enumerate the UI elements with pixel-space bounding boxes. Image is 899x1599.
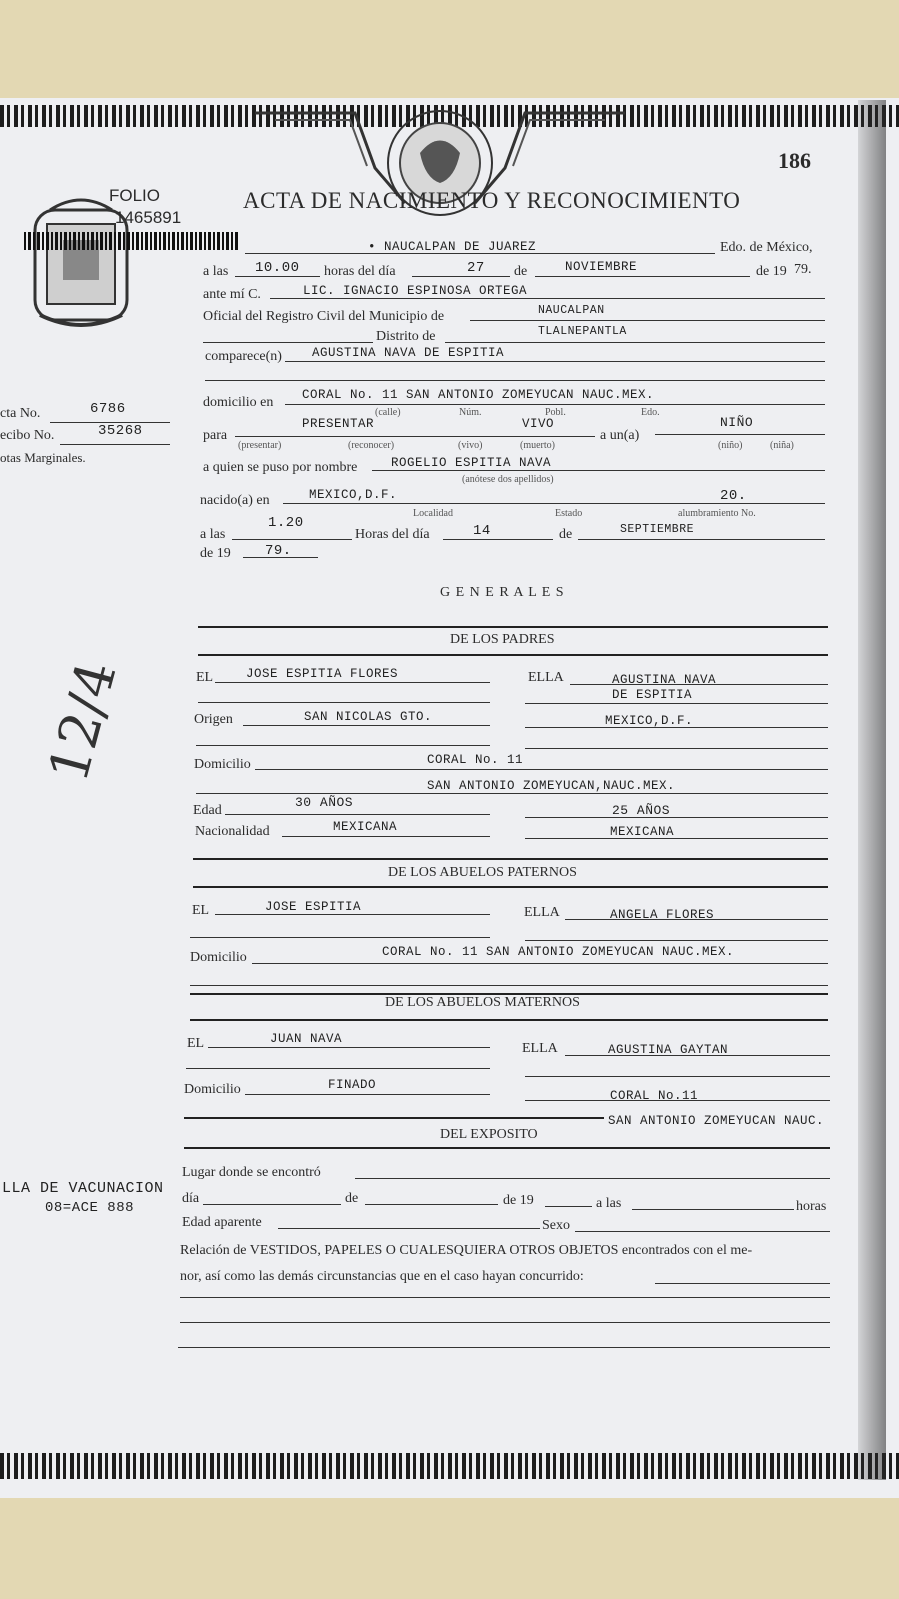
de19-label: de 19: [200, 546, 231, 561]
maternos-end-rule: [184, 1117, 604, 1119]
edad-madre: 25 AÑOS: [612, 803, 671, 818]
nacido-en: MEXICO,D.F.: [309, 488, 398, 502]
dia-nac-line: [443, 539, 553, 540]
nacionalidad-padre-line: [282, 836, 490, 837]
num-hint: Núm.: [459, 407, 482, 418]
hint-vivo: (vivo): [458, 440, 483, 451]
distrito-line-left: [203, 342, 373, 343]
abuela-paterna-ella-label: ELLA: [524, 905, 560, 920]
exposito-title: DEL EXPOSITO: [440, 1127, 538, 1142]
a-un-label: a un(a): [600, 428, 640, 443]
ante-label: ante mí C.: [203, 287, 261, 302]
vacunacion-label: LLA DE VACUNACION: [2, 1180, 164, 1197]
nacionalidad-madre-line: [525, 838, 828, 839]
vacunacion-value: 08=ACE 888: [45, 1200, 135, 1216]
sexo-label: Sexo: [542, 1218, 570, 1233]
dia-line: [412, 276, 510, 277]
recibo-line: [60, 444, 170, 445]
year-label: de 19: [756, 264, 787, 279]
notas-label: otas Marginales.: [0, 450, 86, 465]
abuelo-materno: JUAN NAVA: [270, 1032, 343, 1046]
madre-nombre-1: AGUSTINA NAVA: [612, 673, 717, 687]
origen-padre-line: [243, 725, 490, 726]
exposito-de19-label: de 19: [503, 1193, 534, 1208]
padre-nombre: JOSE ESPITIA FLORES: [246, 667, 399, 681]
calle-hint: (calle): [375, 407, 401, 418]
abuela-materna-ella-label: ELLA: [522, 1041, 558, 1056]
nacionalidad-label: Nacionalidad: [195, 824, 270, 839]
vivo: VIVO: [522, 417, 555, 431]
domicilio-label: domicilio en: [203, 395, 274, 410]
generales-title: G E N E R A L E S: [440, 585, 565, 600]
year-nac-line: [243, 557, 318, 558]
nombre-line: [372, 470, 825, 471]
hora-line: [235, 276, 320, 277]
domicilio-abuelo-materno-line: [245, 1094, 490, 1095]
edad-aparente-line: [278, 1228, 540, 1229]
madre-nombre-2: DE ESPITIA: [612, 688, 693, 702]
oficial-label: Oficial del Registro Civil del Municipio de: [203, 309, 445, 324]
abuela-paterna-line2: [525, 940, 828, 941]
padres-title: DE LOS PADRES: [450, 632, 555, 647]
horas-dia2-label: Horas del día: [355, 527, 430, 542]
mes-line: [535, 276, 750, 277]
hint-reconocer: (reconocer): [348, 440, 395, 451]
exposito-dia-line: [203, 1204, 341, 1205]
a-las2-label: a las: [200, 527, 226, 542]
domicilio-padres-2: SAN ANTONIO ZOMEYUCAN,NAUC.MEX.: [427, 779, 676, 793]
origen-label: Origen: [194, 712, 233, 727]
document-title: ACTA DE NACIMIENTO Y RECONOCIMIENTO: [243, 188, 741, 213]
origen-madre-line2: [525, 748, 828, 749]
oficial-line: [270, 298, 825, 299]
hint-nina: (niña): [770, 440, 794, 451]
abuelos-paternos-title: DE LOS ABUELOS PATERNOS: [388, 865, 577, 880]
pobl-hint: Pobl.: [545, 407, 566, 418]
domicilio-abuela-materna-2: SAN ANTONIO ZOMEYUCAN NAUC.: [608, 1114, 825, 1128]
abuelos-maternos-title: DE LOS ABUELOS MATERNOS: [385, 995, 580, 1010]
generales-rule: [198, 626, 828, 628]
domicilio-padres-1: CORAL No. 11: [427, 753, 524, 767]
madre-ella-label: ELLA: [528, 670, 564, 685]
edad-padre: 30 AÑOS: [295, 795, 354, 810]
mes-nac-line: [578, 539, 825, 540]
domicilio-padres-label: Domicilio: [194, 757, 251, 772]
exposito-mes-line: [365, 1204, 498, 1205]
domicilio-padres-line2: [196, 793, 828, 794]
nacido-label: nacido(a) en: [200, 493, 270, 508]
bottom-ornamental-border: [0, 1453, 899, 1479]
para-label: para: [203, 428, 228, 443]
nacido-line: [283, 503, 825, 504]
nino: NIÑO: [720, 415, 754, 430]
comparece-line: [285, 361, 825, 362]
municipio-line: [245, 253, 715, 254]
abuelo-materno-line2: [186, 1068, 490, 1069]
origen-madre-line: [525, 727, 828, 728]
domicilio-maternos-label: Domicilio: [184, 1082, 241, 1097]
nacionalidad-padre: MEXICANA: [333, 820, 398, 834]
de2-label: de: [559, 527, 573, 542]
origen-padre: SAN NICOLAS GTO.: [304, 710, 433, 724]
distrito-label: Distrito de: [376, 329, 436, 344]
padres-end-rule: [193, 858, 828, 860]
exposito-rule: [184, 1147, 830, 1149]
exposito-hora-line: [632, 1209, 794, 1210]
estado-hint: Estado: [555, 508, 583, 519]
municipio2: NAUCALPAN: [538, 304, 605, 317]
mes-nacimiento: SEPTIEMBRE: [620, 523, 695, 536]
distrito-line: [445, 342, 825, 343]
relacion-line-0: [655, 1283, 830, 1284]
domicilio-padres-line: [255, 769, 828, 770]
domicilio-paternos-line2: [190, 985, 828, 986]
abuela-materna-line2: [525, 1076, 830, 1077]
abuela-materna: AGUSTINA GAYTAN: [608, 1043, 729, 1057]
municipio: • NAUCALPAN DE JUAREZ: [368, 240, 537, 254]
edad-label: Edad: [193, 803, 222, 818]
handwritten-note: 12/4: [36, 654, 129, 789]
exposito-year-line: [545, 1206, 592, 1207]
presentar: PRESENTAR: [302, 417, 375, 431]
hint-nino: (niño): [718, 440, 743, 451]
comparece-label: comparece(n): [205, 349, 282, 364]
padre-line: [215, 682, 490, 683]
abuelos-maternos-rule: [190, 1019, 828, 1021]
edo-label: Edo. de México,: [720, 240, 813, 255]
abuela-paterna-line: [565, 919, 828, 920]
relacion-line-3: [178, 1347, 830, 1348]
recibo-number: 35268: [98, 423, 143, 439]
alumbramiento-hint: alumbramiento No.: [678, 508, 756, 519]
abuelo-paterno-line: [215, 914, 490, 915]
edad-madre-line: [525, 817, 828, 818]
abuelo-materno-el-label: EL: [187, 1036, 205, 1051]
edo-hint: Edo.: [641, 407, 660, 418]
page-edge-shadow: [858, 100, 886, 1480]
abuela-materna-line: [565, 1055, 830, 1056]
relacion-line-2: [180, 1322, 830, 1323]
dia: 27: [467, 260, 485, 276]
para-line: [235, 436, 595, 437]
hint-muerto: (muerto): [520, 440, 555, 451]
distrito: TLALNEPANTLA: [538, 325, 627, 338]
abuelo-paterno-el-label: EL: [192, 903, 210, 918]
de-label: de: [514, 264, 528, 279]
padre-line2: [198, 702, 490, 703]
edad-padre-line: [225, 814, 490, 815]
exposito-de-label: de: [345, 1191, 359, 1206]
nombre-label: a quien se puso por nombre: [203, 460, 358, 475]
horas-label: horas del día: [324, 264, 396, 279]
acta-label: cta No.: [0, 406, 41, 421]
nombre: ROGELIO ESPITIA NAVA: [391, 456, 552, 470]
exposito-alas-label: a las: [596, 1196, 622, 1211]
abuelo-paterno: JOSE ESPITIA: [265, 900, 362, 914]
abuela-paterna: ANGELA FLORES: [610, 908, 715, 922]
domicilio-paternos: CORAL No. 11 SAN ANTONIO ZOMEYUCAN NAUC.MEX.: [382, 945, 735, 959]
origen-madre: MEXICO,D.F.: [605, 714, 694, 728]
hora-nac-line: [232, 539, 352, 540]
barcode: [24, 232, 240, 250]
municipio2-line: [470, 320, 825, 321]
recibo-label: ecibo No.: [0, 428, 55, 443]
relacion-text-2: nor, así como las demás circunstancias que en el caso hayan concurrido:: [180, 1269, 584, 1284]
exposito-horas-label: horas: [796, 1199, 827, 1214]
padres-rule: [198, 654, 828, 656]
madre-line2: [525, 703, 828, 704]
lugar-label: Lugar donde se encontró: [182, 1165, 321, 1180]
year-nacimiento: 79.: [265, 543, 292, 559]
domicilio-abuelo-materno: FINADO: [328, 1078, 377, 1092]
nacionalidad-madre: MEXICANA: [610, 825, 675, 839]
domicilio-abuela-materna-1: CORAL No.11: [610, 1089, 699, 1103]
folio-label: FOLIO: [109, 186, 161, 205]
domicilio: CORAL No. 11 SAN ANTONIO ZOMEYUCAN NAUC.MEX.: [302, 388, 655, 402]
abuelo-paterno-line2: [190, 937, 490, 938]
page-number: 186: [778, 148, 811, 173]
abuelo-materno-line: [208, 1047, 490, 1048]
padre-el-label: EL: [196, 670, 214, 685]
lugar-line: [355, 1178, 830, 1179]
year: 79.: [794, 262, 812, 277]
hint-presentar: (presentar): [238, 440, 282, 451]
domicilio-line: [285, 404, 825, 405]
hora: 10.00: [255, 260, 300, 276]
comparece-line2: [205, 380, 825, 381]
mes: NOVIEMBRE: [565, 260, 638, 274]
domicilio-paternos-label: Domicilio: [190, 950, 247, 965]
origen-padre-line2: [196, 745, 490, 746]
oficial-nombre: LIC. IGNACIO ESPINOSA ORTEGA: [303, 284, 528, 298]
sexo-line: [575, 1231, 830, 1232]
hora-nacimiento: 1.20: [268, 515, 304, 531]
acta-number: 6786: [90, 401, 126, 417]
abuelos-paternos-rule: [193, 886, 828, 888]
dia-nacimiento: 14: [473, 523, 491, 539]
madre-line: [570, 684, 828, 685]
domicilio-abuela-materna-line: [525, 1100, 830, 1101]
a-las-label: a las: [203, 264, 229, 279]
alumbramiento: 20.: [720, 488, 747, 504]
relacion-line-1: [180, 1297, 830, 1298]
dia-label: día: [182, 1191, 200, 1206]
nino-line: [655, 434, 825, 435]
folio-number: 1465891: [115, 208, 182, 227]
relacion-text-1: Relación de VESTIDOS, PAPELES O CUALESQUIERA OTROS OBJETOS encontrados con el me-: [180, 1243, 753, 1258]
localidad-hint: Localidad: [413, 508, 453, 519]
domicilio-paternos-line: [252, 963, 828, 964]
apellidos-hint: (anótese dos apellidos): [462, 474, 554, 485]
edad-aparente-label: Edad aparente: [182, 1215, 262, 1230]
compareciente: AGUSTINA NAVA DE ESPITIA: [312, 346, 505, 360]
